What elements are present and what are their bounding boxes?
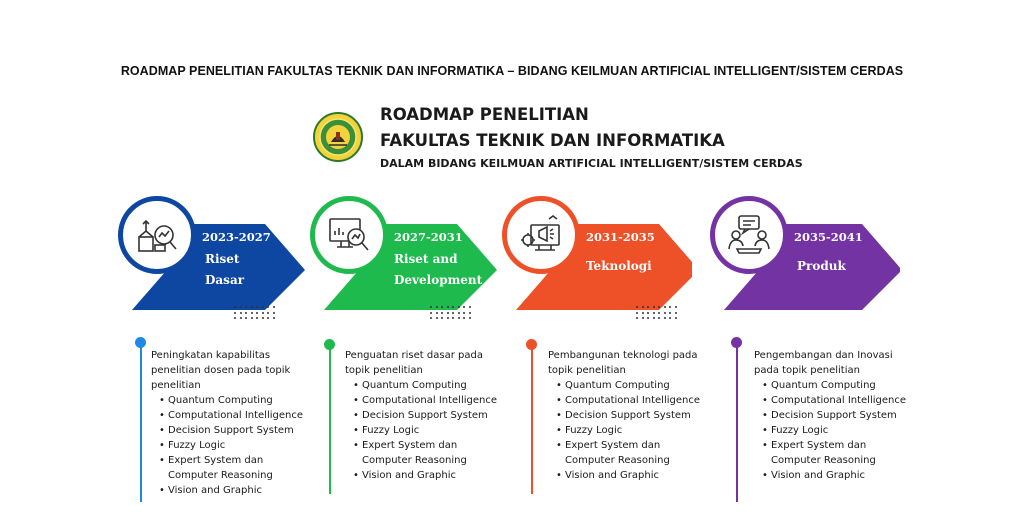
topic-item: • Computational Intelligence: [556, 393, 700, 408]
topic-item: • Decision Support System: [762, 408, 906, 423]
topic-item: • Fuzzy Logic: [353, 423, 497, 438]
stage-icon-circle: [310, 196, 388, 274]
topic-item: • Fuzzy Logic: [159, 438, 303, 453]
topic-item: • Decision Support System: [159, 423, 303, 438]
timeline-dot: [324, 339, 335, 350]
monitor-analytics-icon: [327, 213, 371, 257]
header-line-1: ROADMAP PENELITIAN: [380, 105, 589, 124]
stage-label-line1: Riset and: [394, 252, 458, 266]
header-line-2: FAKULTAS TEKNIK DAN INFORMATIKA: [380, 131, 725, 150]
timeline-dot: [731, 337, 742, 348]
description-intro: Pengembangan dan Inovasi pada topik penelitian: [754, 350, 893, 376]
topic-item: • Expert System dan Computer Reasoning: [159, 453, 303, 483]
marketing-megaphone-icon: [519, 213, 563, 257]
timeline-line: [736, 342, 738, 502]
description-intro: Peningkatan kapabilitas penelitian dosen pada topik penelitian: [151, 350, 291, 391]
topic-list: [353, 378, 497, 483]
description-intro: Pembangunan teknologi pada topik penelitian: [548, 350, 698, 376]
analysis-boxes-icon: [135, 213, 179, 257]
timeline-line: [140, 342, 142, 502]
topic-list: [556, 378, 700, 483]
topic-item: • Vision and Graphic: [159, 483, 303, 498]
stage-label-line2: Development: [394, 273, 483, 287]
topic-item: • Decision Support System: [556, 408, 700, 423]
topic-item: • Decision Support System: [353, 408, 497, 423]
stage-description-1: [151, 348, 303, 498]
topic-item: • Fuzzy Logic: [762, 423, 906, 438]
meeting-discussion-icon: [727, 213, 771, 257]
topic-list: [159, 393, 303, 498]
stage-produk: [710, 196, 900, 316]
topic-item: • Computational Intelligence: [159, 408, 303, 423]
timeline-line: [531, 344, 533, 494]
stage-riset-dasar: [118, 196, 308, 316]
stage-description-4: [754, 348, 906, 483]
topic-item: • Quantum Computing: [159, 393, 303, 408]
stage-teknologi: [502, 196, 692, 316]
topic-item: • Expert System dan Computer Reasoning: [556, 438, 700, 468]
stage-riset-development: [310, 196, 500, 316]
stage-years: 2027-2031: [394, 230, 463, 244]
topic-item: • Fuzzy Logic: [556, 423, 700, 438]
topic-item: • Expert System dan Computer Reasoning: [762, 438, 906, 468]
topic-item: • Vision and Graphic: [556, 468, 700, 483]
stage-years: 2031-2035: [586, 230, 655, 244]
topic-item: • Vision and Graphic: [353, 468, 497, 483]
stage-icon-circle: [502, 196, 580, 274]
dot-grid: [636, 306, 680, 322]
stage-years: 2023-2027: [202, 230, 271, 244]
dot-grid: [234, 306, 278, 322]
stage-icon-circle: [118, 196, 196, 274]
timeline-dot: [526, 339, 537, 350]
description-intro: Penguatan riset dasar pada topik penelitian: [345, 350, 483, 376]
stage-label-line2: Dasar: [205, 273, 245, 287]
topic-item: • Quantum Computing: [353, 378, 497, 393]
university-logo: [313, 112, 363, 162]
topic-item: • Expert System dan Computer Reasoning: [353, 438, 497, 468]
stage-years: 2035-2041: [794, 230, 863, 244]
topic-item: • Computational Intelligence: [353, 393, 497, 408]
page-title: ROADMAP PENELITIAN FAKULTAS TEKNIK DAN INFORMATIKA – BIDANG KEILMUAN ARTIFICIAL INTELLIGENT/SISTEM CERDAS: [120, 64, 904, 78]
topic-item: • Quantum Computing: [762, 378, 906, 393]
stage-label-line1: Teknologi: [586, 259, 652, 273]
stage-label-line1: Produk: [797, 259, 846, 273]
header-line-3: DALAM BIDANG KEILMUAN ARTIFICIAL INTELLIGENT/SISTEM CERDAS: [380, 157, 803, 170]
stage-label-line1: Riset: [205, 252, 240, 266]
stage-icon-circle: [710, 196, 788, 274]
topic-list: [762, 378, 906, 483]
stage-description-2: [345, 348, 497, 483]
stage-description-3: [548, 348, 700, 483]
timeline-dot: [135, 337, 146, 348]
topic-item: • Quantum Computing: [556, 378, 700, 393]
topic-item: • Vision and Graphic: [762, 468, 906, 483]
topic-item: • Computational Intelligence: [762, 393, 906, 408]
timeline-line: [329, 344, 331, 494]
dot-grid: [430, 306, 474, 322]
